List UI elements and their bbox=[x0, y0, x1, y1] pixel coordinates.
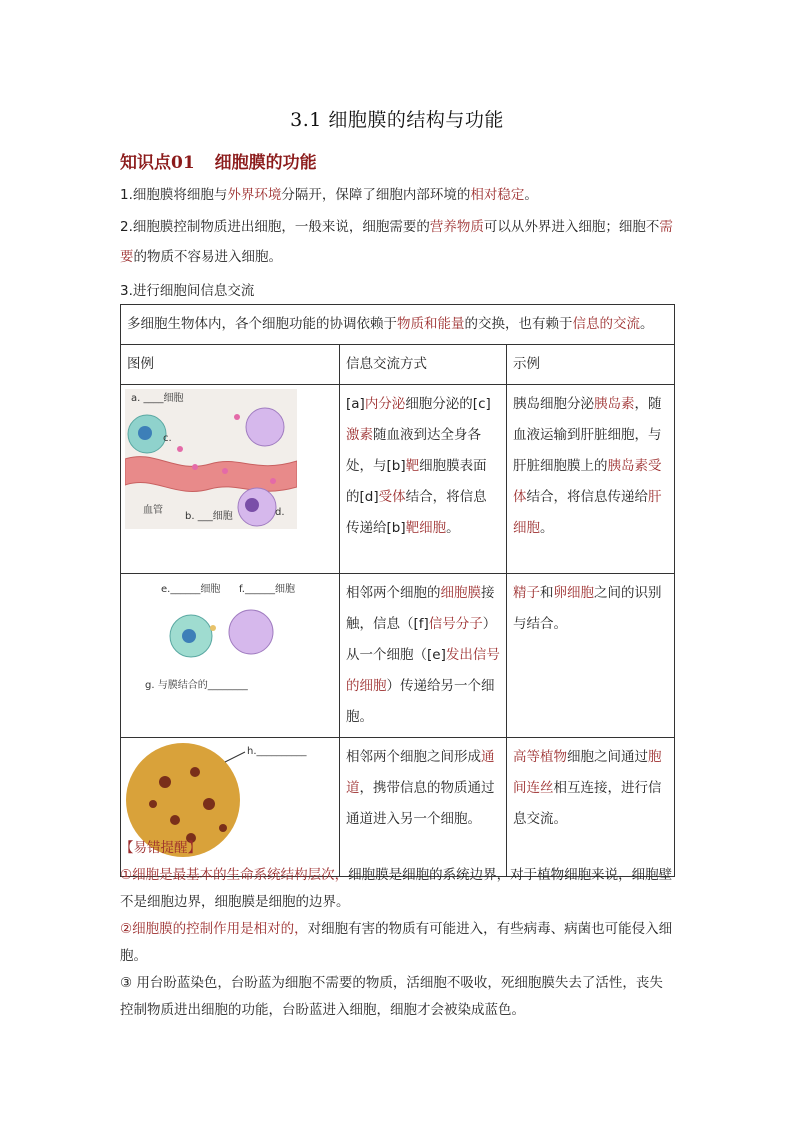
table-intro: 多细胞生物体内，各个细胞功能的协调依赖于物质和能量的交换，也有赖于信息的交流。 bbox=[121, 305, 675, 345]
hormone-dot bbox=[177, 446, 183, 452]
receiving-cell bbox=[229, 610, 273, 654]
label-e: e.______细胞 bbox=[161, 584, 221, 595]
section-label: 知识点01 bbox=[120, 153, 195, 173]
highlight: 相对稳定 bbox=[470, 187, 525, 203]
section-heading bbox=[120, 148, 317, 173]
hormone-dot bbox=[192, 464, 198, 470]
contact-diagram bbox=[125, 578, 297, 698]
paragraph-1: 1.细胞膜将细胞与外界环境分隔开，保障了细胞内部环境的相对稳定。 bbox=[120, 187, 538, 203]
hormone-dot bbox=[270, 478, 276, 484]
hormone-dot bbox=[234, 414, 240, 420]
diagram-cell bbox=[121, 385, 340, 574]
label-b: b. ___细胞 bbox=[185, 511, 233, 522]
table-intro-row bbox=[121, 305, 675, 345]
tissue-dot bbox=[170, 815, 180, 825]
section-name: 细胞膜的功能 bbox=[214, 153, 317, 173]
tip-1: ①细胞是最基本的生命系统结构层次，细胞膜是细胞的系统边界，对于植物细胞来说，细胞壁不是细胞边界，细胞膜是细胞的边界。 bbox=[120, 867, 673, 910]
nucleus-icon bbox=[182, 629, 196, 643]
signal-molecule bbox=[210, 625, 216, 631]
pointer-line bbox=[225, 752, 245, 762]
example-cell: 高等植物细胞之间通过胞间连丝相互连接，进行信息交流。 bbox=[507, 738, 675, 877]
header-example: 示例 bbox=[507, 345, 675, 385]
hormone-dot bbox=[222, 468, 228, 474]
highlight: 需要 bbox=[120, 219, 673, 265]
label-f: f.______细胞 bbox=[239, 584, 295, 595]
table-header-row bbox=[121, 345, 675, 385]
table-row bbox=[121, 574, 675, 738]
nucleus-icon bbox=[245, 498, 259, 512]
table-row bbox=[121, 738, 675, 877]
label-vessel: 血管 bbox=[143, 505, 163, 516]
highlight: 营养物质 bbox=[429, 219, 484, 235]
label-g: g. 与膜结合的________ bbox=[145, 680, 248, 691]
example-cell: 精子和卵细胞之间的识别与结合。 bbox=[507, 574, 675, 738]
tissue-dot bbox=[203, 798, 215, 810]
page-title: 3.1 细胞膜的结构与功能 bbox=[290, 109, 504, 131]
tips-heading: 【易错提醒】 bbox=[120, 840, 201, 856]
label-h: h.__________ bbox=[247, 746, 307, 757]
tip-3: ③ 用台盼蓝染色，台盼蓝为细胞不需要的物质，活细胞不吸收，死细胞膜失去了活性，丧失控制物质进出细胞的功能，台盼蓝进入细胞，细胞才会被染成蓝色。 bbox=[120, 975, 663, 1018]
table-row bbox=[121, 385, 675, 574]
tissue-dot bbox=[219, 824, 227, 832]
target-cell-top bbox=[246, 408, 284, 446]
tissue-dot bbox=[159, 776, 171, 788]
tip-2: ②细胞膜的控制作用是相对的，对细胞有害的物质有可能进入，有些病毒、病菌也可能侵入细胞。 bbox=[120, 921, 673, 964]
nucleus-icon bbox=[138, 426, 152, 440]
label-d: d. bbox=[275, 507, 285, 518]
header-diagram: 图例 bbox=[121, 345, 340, 385]
label-c: c. bbox=[163, 433, 172, 444]
label-a: a. ____细胞 bbox=[131, 393, 184, 404]
endocrine-diagram bbox=[125, 389, 297, 529]
tissue-dot bbox=[190, 767, 200, 777]
mode-cell: [a]内分泌细胞分泌的[c]激素随血液到达全身各处，与[b]靶细胞膜表面的[d]受体结合，将信息传递给[b]靶细胞。 bbox=[340, 385, 507, 574]
mode-cell: 相邻两个细胞之间形成通道，携带信息的物质通过通道进入另一个细胞。 bbox=[340, 738, 507, 877]
header-mode: 信息交流方式 bbox=[340, 345, 507, 385]
diagram-cell bbox=[121, 574, 340, 738]
mode-cell: 相邻两个细胞的细胞膜接触，信息（[f]信号分子）从一个细胞（[e]发出信号的细胞）传递给另一个细胞。 bbox=[340, 574, 507, 738]
highlight: 外界环境 bbox=[227, 187, 282, 203]
tissue-dot bbox=[149, 800, 157, 808]
paragraph-3: 3.进行细胞间信息交流 bbox=[120, 283, 255, 299]
info-exchange-table bbox=[120, 304, 675, 877]
paragraph-2: 2.细胞膜控制物质进出细胞，一般来说，细胞需要的营养物质可以从外界进入细胞；细胞不需要的物质不容易进入细胞。 bbox=[120, 219, 673, 265]
example-cell: 胰岛细胞分泌胰岛素，随血液运输到肝脏细胞，与肝脏细胞膜上的胰岛素受体结合，将信息传递给肝细胞。 bbox=[507, 385, 675, 574]
